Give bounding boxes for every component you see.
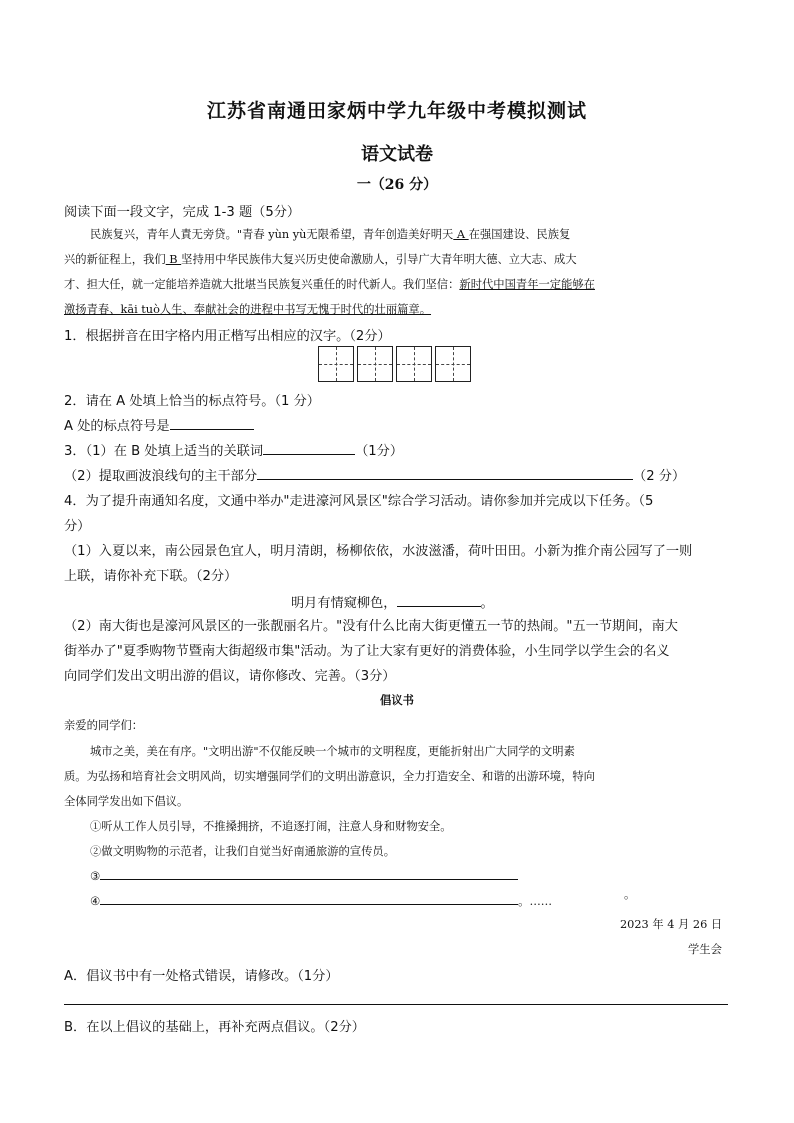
question-3-1-score: （1分） xyxy=(355,444,404,459)
reading-intro: 阅读下面一段文字，完成 1-3 题（5分） xyxy=(64,205,301,220)
tianzige-grid xyxy=(318,346,474,382)
question-3-2-score: （2 分） xyxy=(633,469,686,484)
tianzige-cell[interactable] xyxy=(357,346,393,382)
reading-line-2 xyxy=(64,251,577,267)
couplet-blank[interactable] xyxy=(397,594,481,607)
question-4-2: （2）南大街也是濠河风景区的一张靓丽名片。"没有什么比南大街更懂五一节的热闹。"五一节期间，南大 xyxy=(64,619,678,634)
proposal-signer: 学生会 xyxy=(688,943,722,956)
answer-blank[interactable] xyxy=(170,417,254,430)
exam-title: 江苏省南通田家炳中学九年级中考模拟测试 xyxy=(206,100,587,122)
couplet-end: 。 xyxy=(480,596,494,611)
item-4-label: ④ xyxy=(90,895,101,908)
question-3-1-text: 3．（1）在 B 处填上适当的关联词 xyxy=(64,444,264,459)
reading-text: 才、担大任，就一定能培养造就大批堪当民族复兴重任的时代新人。我们坚信： xyxy=(64,278,460,291)
question-3-2-text: （2）提取画波浪线句的主干部分 xyxy=(64,469,258,484)
reading-text: 坚持用中华民族伟大复兴历史使命激励人，引导广大青年明大德、立大志、成大 xyxy=(181,253,577,266)
mark-a: A xyxy=(453,228,469,241)
reading-text: 民族复兴，青年人責无旁贷。"青春 yùn yù无限希望，青年创造美好明天 xyxy=(90,228,454,241)
question-3-1 xyxy=(64,440,403,459)
item-3-label: ③ xyxy=(90,870,101,883)
section-heading: 一（26 分） xyxy=(356,177,438,193)
proposal-greeting: 亲爱的同学们： xyxy=(64,719,144,732)
question-2: 2．请在 A 处填上恰当的标点符号。（1 分） xyxy=(64,394,320,409)
answer-blank[interactable] xyxy=(263,442,355,455)
question-4-1-cont: 上联，请你补充下联。（2分） xyxy=(64,569,238,584)
proposal-title: 倡议书 xyxy=(380,693,414,707)
item-3-blank[interactable] xyxy=(100,867,518,880)
couplet-upper: 明月有情窥柳色， xyxy=(291,596,397,611)
tianzige-cell[interactable] xyxy=(318,346,354,382)
proposal-item-3 xyxy=(90,867,518,883)
reading-line-1 xyxy=(90,226,570,242)
task-a: A．倡议书中有一处格式错误，请修改。（1分） xyxy=(64,969,339,984)
couplet-line xyxy=(291,592,494,611)
item-4-tail: 。…… xyxy=(518,895,553,908)
question-2-answer xyxy=(64,415,254,434)
question-1: 1．根据拼音在田字格内用正楷写出相应的汉字。（2分） xyxy=(64,329,391,344)
wavy-sentence-end: 激扬青春、kāi tuò人生、奉献社会的进程中书写无愧于时代的壮丽篇章。 xyxy=(64,303,432,316)
task-a-answer-line[interactable] xyxy=(64,1004,728,1005)
item-4-dot: 。 xyxy=(624,888,636,901)
proposal-body: 城市之美，美在有序。"文明出游"不仅能反映一个城市的文明程度，更能折射出广大同学的文明素 xyxy=(90,745,575,758)
proposal-body: 全体同学发出如下倡议。 xyxy=(64,795,189,808)
tianzige-cell[interactable] xyxy=(396,346,432,382)
item-4-blank[interactable] xyxy=(100,892,518,905)
exam-subtitle: 语文试卷 xyxy=(361,144,433,165)
question-4-2-cont: 街举办了"夏季购物节暨南大街超级市集"活动。为了让大家有更好的消费体验，小生同学以学生会的名义 xyxy=(64,644,670,659)
tianzige-cell[interactable] xyxy=(435,346,471,382)
reading-line-3 xyxy=(64,276,595,292)
proposal-item-2: ②做文明购物的示范者，让我们自觉当好南通旅游的宣传员。 xyxy=(90,845,396,858)
proposal-item-4 xyxy=(90,892,552,909)
question-3-2 xyxy=(64,465,685,484)
question-2-prompt: A 处的标点符号是 xyxy=(64,419,170,434)
wavy-sentence: 新时代中国青年一定能够在 xyxy=(459,278,595,291)
task-b: B．在以上倡议的基础上，再补充两点倡议。（2分） xyxy=(64,1020,365,1035)
question-4-2-cont2: 向同学们发出文明出游的倡议，请你修改、完善。（3分） xyxy=(64,669,396,684)
question-4-cont: 分） xyxy=(64,519,91,534)
reading-text: 在强国建设、民族复 xyxy=(468,228,571,241)
answer-blank[interactable] xyxy=(257,467,633,480)
proposal-body: 质。为弘扬和培育社会文明风尚，切实增强同学们的文明出游意识，全力打造安全、和谐的出游环境，特向 xyxy=(64,770,595,783)
reading-text: 兴的新征程上，我们 xyxy=(64,253,166,266)
mark-b: B xyxy=(165,253,182,266)
question-4-1: （1）入夏以来，南公园景色宜人，明月清朗，杨柳依依，水波滋潘，荷叶田田。小新为推介南公园写了一则 xyxy=(64,544,693,559)
proposal-item-1: ①听从工作人员引导，不推搡拥挤，不追逐打闹，注意人身和财物安全。 xyxy=(90,820,452,833)
question-4: 4．为了提升南通知名度，文通中举办"走进濠河风景区"综合学习活动。请你参加并完成以下任务。（5 xyxy=(64,494,654,509)
proposal-date: 2023 年 4 月 26 日 xyxy=(620,918,723,931)
